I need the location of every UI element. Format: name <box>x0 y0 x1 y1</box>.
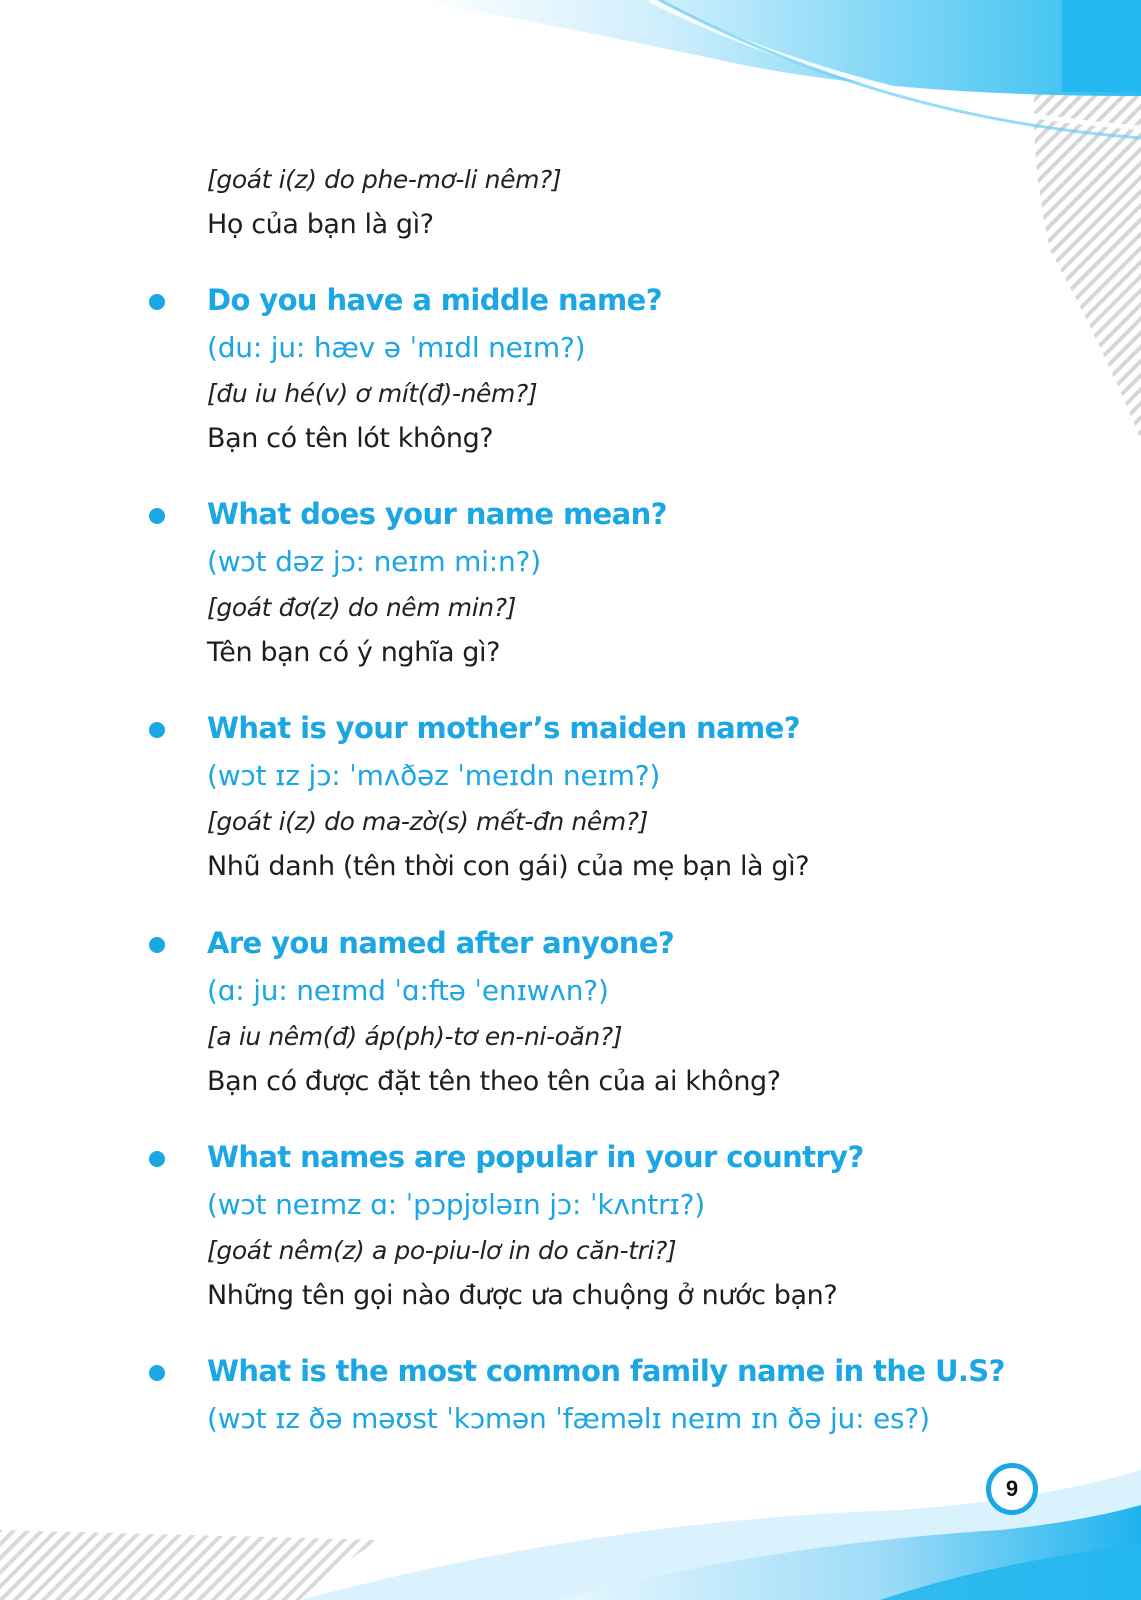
phrase-pronunciation: [đu iu hé(v) ơ mít(đ)-nêm?] <box>207 379 538 408</box>
phrase-english: What is your mother’s maiden name? <box>207 711 800 745</box>
bullet-icon <box>149 937 165 953</box>
phrase-english: What is the most common family name in the U.S? <box>207 1354 1005 1388</box>
bullet-icon <box>149 1151 165 1167</box>
phrase-ipa: (ɑ: ju: neɪmd ˈɑ:ftə ˈenɪwʌn?) <box>207 974 609 1007</box>
bullet-icon <box>149 1365 165 1381</box>
page-number: 9 <box>986 1463 1038 1515</box>
phrase-english: Do you have a middle name? <box>207 283 662 317</box>
phrase-ipa: (wɔt dəz jɔ: neɪm mi:n?) <box>207 545 541 578</box>
bullet-icon <box>149 722 165 738</box>
phrase-pronunciation: [a iu nêm(đ) áp(ph)-tơ en-ni-oăn?] <box>207 1022 623 1051</box>
continuation-vietnamese: Họ của bạn là gì? <box>207 209 434 240</box>
phrase-ipa: (wɔt neɪmz ɑ: ˈpɔpjʊləɪn jɔ: ˈkʌntrɪ?) <box>207 1188 705 1221</box>
phrase-vietnamese: Những tên gọi nào được ưa chuộng ở nước bạn? <box>207 1280 838 1311</box>
phrase-ipa: (wɔt ɪz jɔ: ˈmʌðəz ˈmeɪdn neɪm?) <box>207 759 661 792</box>
phrase-ipa: (du: ju: hæv ə ˈmɪdl neɪm?) <box>207 331 586 364</box>
phrase-pronunciation: [goát nêm(z) a po-piu-lơ in do căn-tri?] <box>207 1236 677 1265</box>
continuation-pronunciation: [goát i(z) do phe-mơ-li nêm?] <box>207 165 562 194</box>
phrase-vietnamese: Bạn có tên lót không? <box>207 423 494 454</box>
phrase-english: What does your name mean? <box>207 497 667 531</box>
phrase-ipa: (wɔt ɪz ðə məʊst ˈkɔmən ˈfæməlɪ neɪm ɪn ðə ju: es?) <box>207 1402 930 1435</box>
bullet-icon <box>149 508 165 524</box>
phrase-pronunciation: [goát i(z) do ma-zờ(s) mết-đn nêm?] <box>207 807 649 836</box>
phrase-vietnamese: Tên bạn có ý nghĩa gì? <box>207 637 501 668</box>
phrase-english: Are you named after anyone? <box>207 926 675 960</box>
phrase-english: What names are popular in your country? <box>207 1140 864 1174</box>
phrase-vietnamese: Bạn có được đặt tên theo tên của ai không? <box>207 1066 781 1097</box>
phrase-pronunciation: [goát đơ(z) do nêm min?] <box>207 593 516 622</box>
phrase-vietnamese: Nhũ danh (tên thời con gái) của mẹ bạn là gì? <box>207 851 810 882</box>
bullet-icon <box>149 294 165 310</box>
